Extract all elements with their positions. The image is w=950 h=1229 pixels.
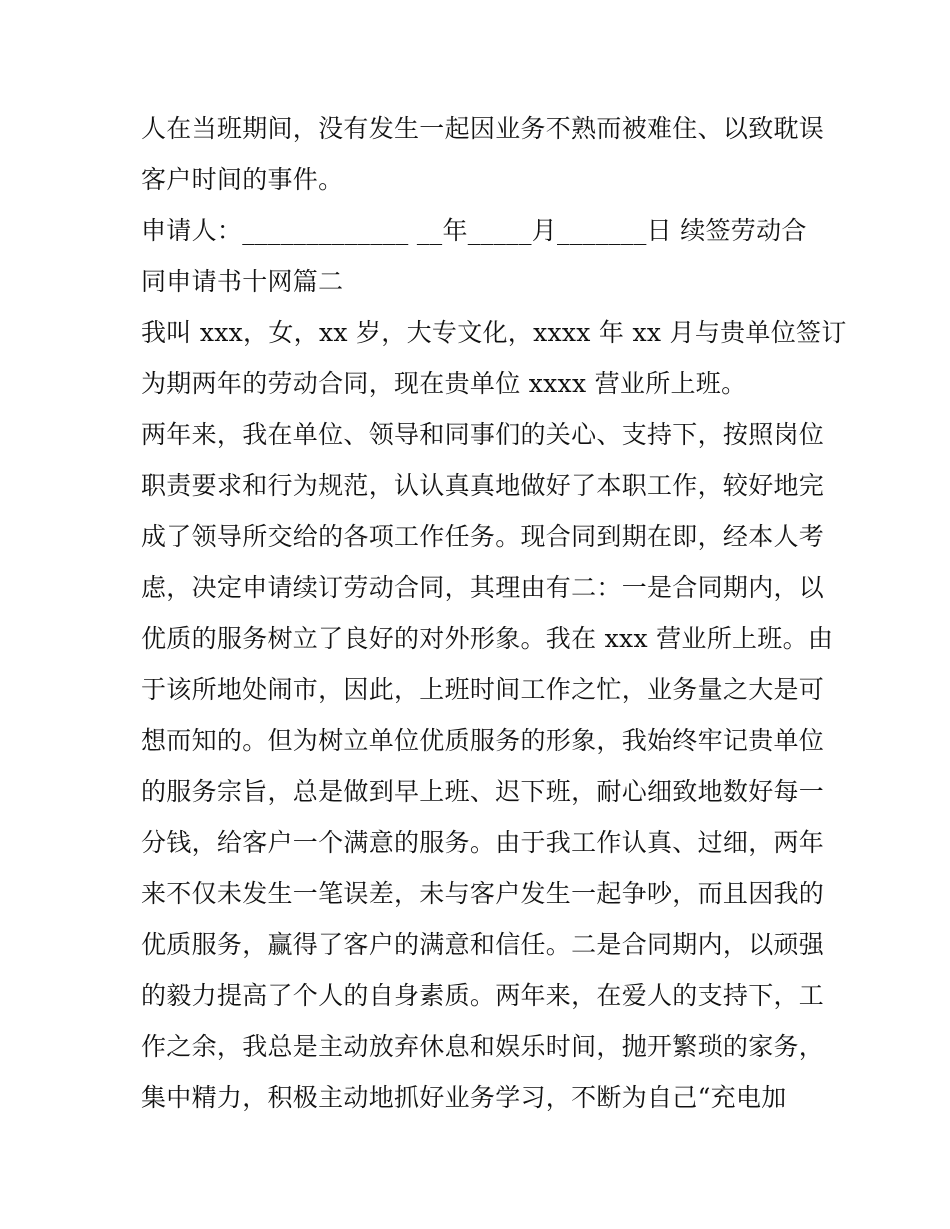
text-line: 于该所地处闹市，因此，上班时间工作之忙，业务量之大是可 <box>141 675 825 704</box>
text-line: 职责要求和行为规范，认认真真地做好了本职工作，较好地完 <box>141 471 825 500</box>
text-line: 来不仅未发生一笔误差，未与客户发生一起争吵，而且因我的 <box>141 879 825 908</box>
text-line: 作之余，我总是主动放弃休息和娱乐时间，抛开繁琐的家务， <box>141 1032 825 1061</box>
text-line: 人在当班期间，没有发生一起因业务不熟而被难住、以致耽误 <box>141 114 825 143</box>
text-line: 分钱，给客户一个满意的服务。由于我工作认真、过细，两年 <box>141 828 825 857</box>
text-line: 虑，决定申请续订劳动合同，其理由有二：一是合同期内，以 <box>141 573 825 602</box>
text-line: 集中精力，积极主动地抓好业务学习，不断为自己“充电加 <box>141 1083 787 1112</box>
text-line: 优质的服务树立了良好的对外形象。我在 xxx 营业所上班。由 <box>141 624 834 653</box>
signature-line: 申请人：_____________ __年_____月_______日 续签劳动合 <box>141 216 807 245</box>
text-line: 的服务宗旨，总是做到早上班、迟下班，耐心细致地数好每一 <box>141 777 825 806</box>
text-line: 为期两年的劳动合同，现在贵单位 xxxx 营业所上班。 <box>141 369 747 398</box>
document-body <box>141 103 847 1123</box>
text-line: 两年来，我在单位、领导和同事们的关心、支持下，按照岗位 <box>141 420 825 449</box>
text-line: 我叫 xxx，女，xx 岁，大专文化，xxxx 年 xx 月与贵单位签订 <box>141 318 847 347</box>
section-title: 同申请书十网篇二 <box>141 267 344 296</box>
text-line: 的毅力提高了个人的自身素质。两年来，在爱人的支持下，工 <box>141 981 825 1010</box>
text-line: 想而知的。但为树立单位优质服务的形象，我始终牢记贵单位 <box>141 726 825 755</box>
text-line: 优质服务，赢得了客户的满意和信任。二是合同期内，以顽强 <box>141 930 825 959</box>
text-line: 客户时间的事件。 <box>141 165 344 194</box>
text-line: 成了领导所交给的各项工作任务。现合同到期在即，经本人考 <box>141 522 825 551</box>
